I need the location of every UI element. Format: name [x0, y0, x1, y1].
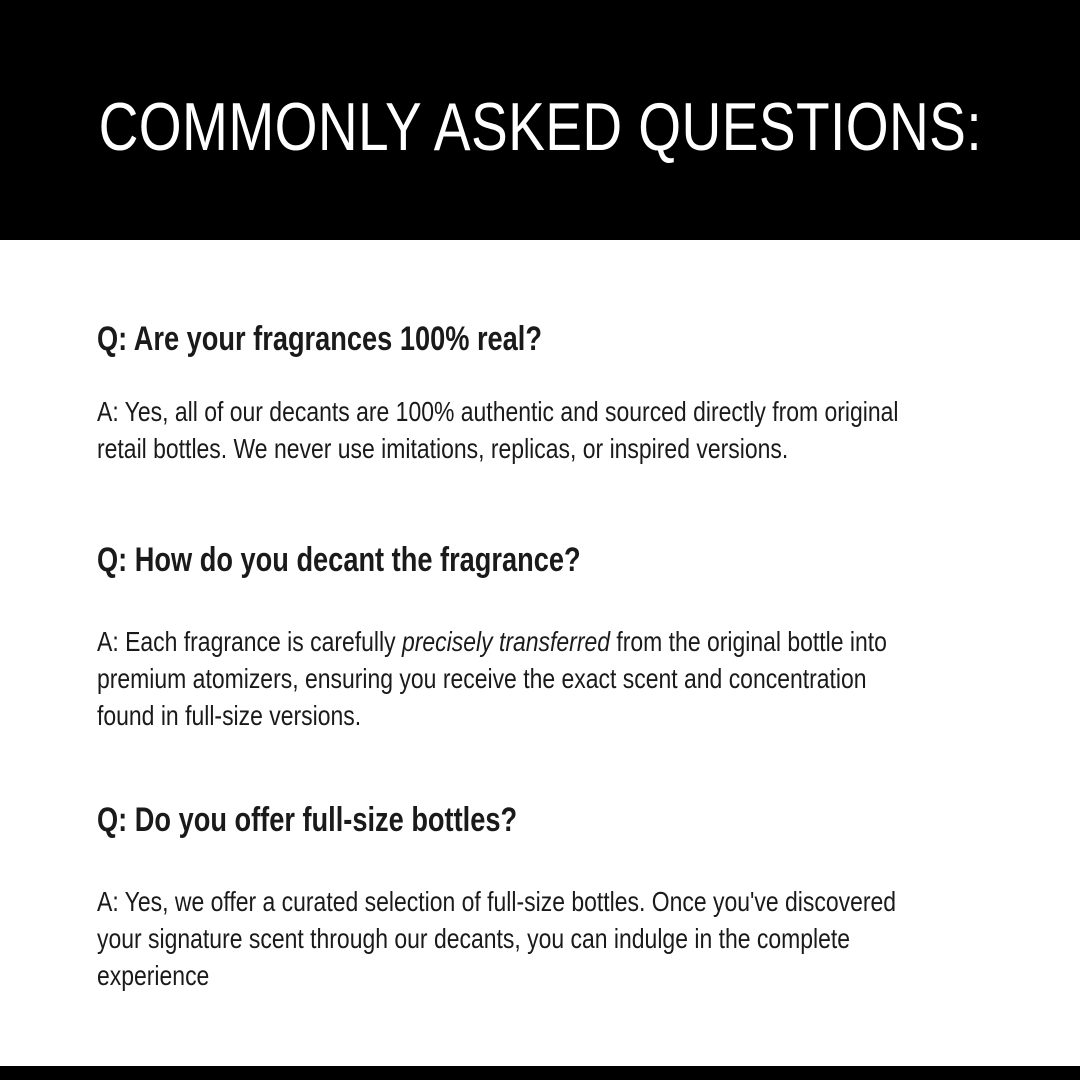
- faq-answer-2-line-1-prefix: A: Each fragrance is carefully: [97, 626, 403, 657]
- faq-answer-2-line-1: [97, 623, 887, 660]
- faq-question-2: Q: How do you decant the fragrance?: [97, 541, 581, 579]
- faq-answer-3-line-3: experience: [97, 960, 210, 991]
- faq-answer-3: [97, 883, 896, 994]
- faq-answer-3-line-1: A: Yes, we offer a curated selection of full-size bottles. Once you've discovered: [97, 886, 897, 917]
- faq-question-1: Q: Are your fragrances 100% real?: [97, 320, 542, 358]
- faq-answer-2-line-3: found in full-size versions.: [97, 700, 362, 731]
- faq-question-3: Q: Do you offer full-size bottles?: [97, 801, 518, 839]
- faq-answer-1-line-2: retail bottles. We never use imitations, replicas, or inspired versions.: [97, 433, 789, 464]
- footer-band: [0, 1066, 1080, 1080]
- faq-answer-1: [97, 393, 899, 467]
- faq-answer-2-line-1-suffix: from the original bottle into: [609, 626, 887, 657]
- faq-answer-1-line-1: A: Yes, all of our decants are 100% authentic and sourced directly from original: [97, 396, 899, 427]
- faq-answer-3-line-2: your signature scent through our decants, you can indulge in the complete: [97, 923, 851, 954]
- faq-answer-2: [97, 623, 887, 734]
- page-title: COMMONLY ASKED QUESTIONS:: [98, 89, 982, 165]
- header-band: [0, 0, 1080, 240]
- faq-answer-2-italic-phrase: precisely transferred: [402, 626, 610, 657]
- faq-answer-2-line-2: premium atomizers, ensuring you receive the exact scent and concentration: [97, 663, 867, 694]
